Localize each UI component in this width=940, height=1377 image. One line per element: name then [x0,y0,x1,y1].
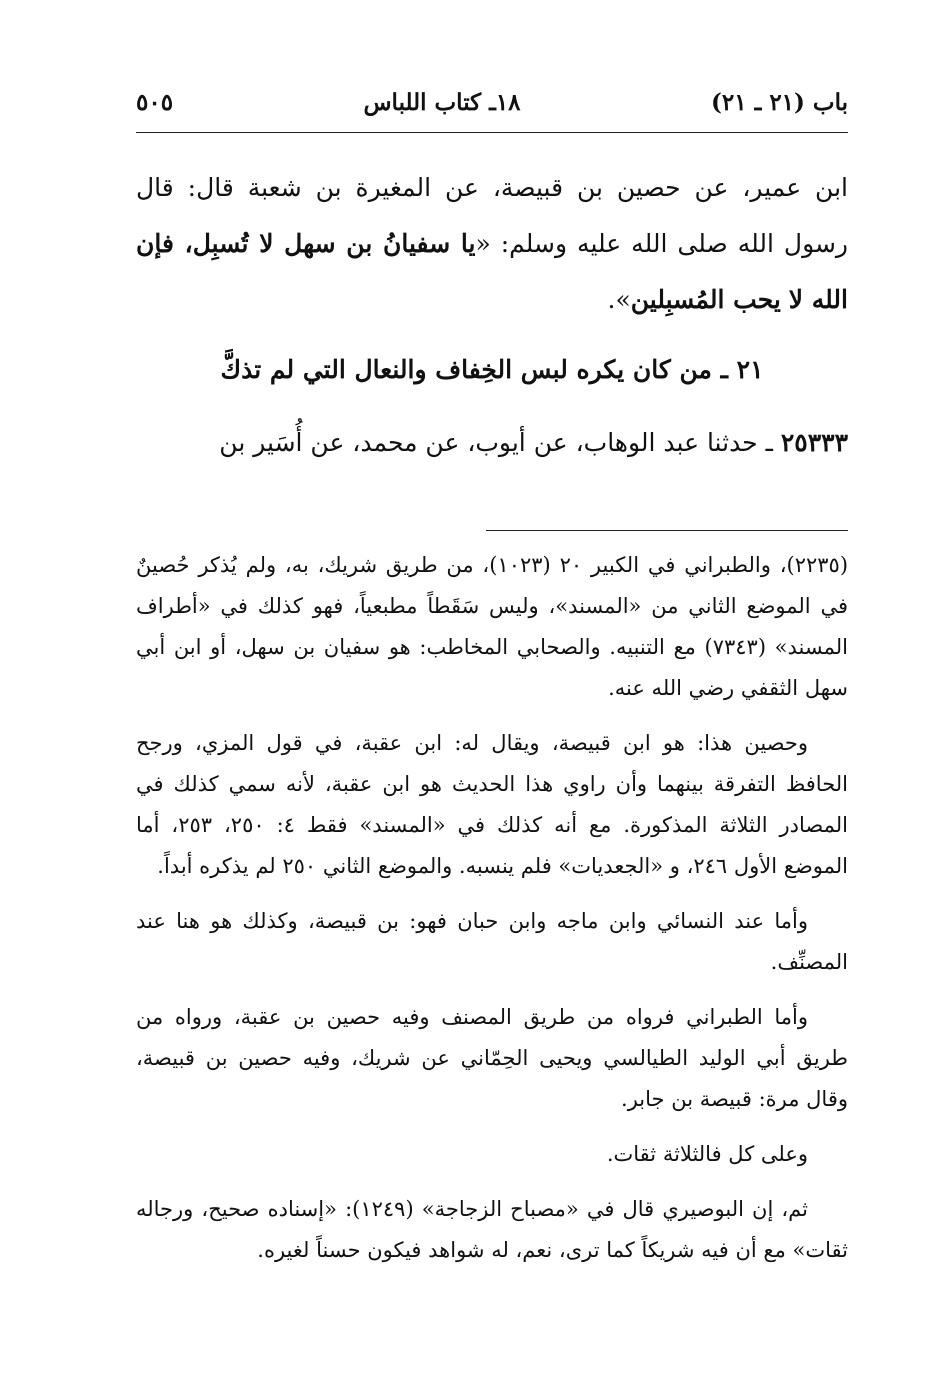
main-line-3-plain: ». [607,285,631,314]
page-header [136,82,848,122]
footnote-paragraph: وأما عند النسائي وابن ماجه وابن حبان فهو: بن قبيصة، وكذلك هو هنا عند المصنِّف. [136,909,848,974]
footnote-paragraph: ثم، إن البوصيري قال في «مصباح الزجاجة» (١٢٤٩): «إسناده صحيح، ورجاله ثقات» مع أن فيه شريكاً كما ترى، نعم، له شواهد فيكون حسناً لغيره. [136,1197,848,1262]
main-line-3-bold: يحب المُسبِلين [630,285,781,314]
hadith-entry [136,418,848,468]
footnotes [136,545,848,1285]
main-line-1: ابن عمير، عن حصين بن قبيصة، عن المغيرة بن شعبة قال: قال [136,173,848,202]
chapter-reference: باب (٢١ ـ ٢١) [710,88,848,116]
footnote-paragraph: وحصين هذا: هو ابن قبيصة، ويقال له: ابن عقبة، في قول المزي، ورجح الحافظ التفرقة بينهما وأن راوي هذا الحديث هو ابن عقبة، لأنه سمي كذلك في المصادر الثلاثة المذكورة. مع أنه كذلك في «المسند» فقط ٤: ٢٥٠، ٢٥٣، أما الموضع الأول ٢٤٦، و «الجعديات» فلم ينسبه. والموضع الثاني ٢٥٠ لم يذكره أبداً. [136,731,849,878]
hadith-text: ـ حدثنا عبد الوهاب، عن أيوب، عن محمد، عن أُسَير بن [219,428,781,457]
main-line-2-plain: رسول الله صلى الله عليه وسلم: « [475,229,849,258]
footnote-paragraph: (٢٢٣٥)، والطبراني في الكبير ٢٠ (١٠٢٣)، من طريق شريك، به، ولم يُذكر حُصينٌ في الموضع الثاني من «المسند»، وليس سَقَطاً مطبعياً، فهو كذلك في «أطراف المسند» (٧٣٤٣) مع التنبيه. والصحابي المخاطب: هو سفيان بن سهل، أو ابن أبي سهل الثقفي رضي الله عنه. [136,553,849,700]
section-title: ٢١ ـ من كان يكره لبس الخِفاف والنعال التي لم تذكَّ [220,355,764,384]
main-line-2-bold: يا سفيانُ بن سهل لا تُسبِل، فإن الله لا [136,229,848,314]
footnote-paragraph: وأما الطبراني فرواه من طريق المصنف وفيه حصين بن عقبة، ورواه من طريق أبي الوليد الطيالسي ويحيى الحِمّاني عن شريك، وفيه حصين بن قبيصة، وقال مرة: قبيصة بن جابر. [136,1005,848,1111]
hadith-number: ٢٥٣٣٣ [780,428,848,457]
main-text [136,160,848,328]
book-title: ١٨ـ كتاب اللباس [363,88,521,116]
page-number: ٥٠٥ [136,88,174,116]
footnote-divider [486,530,848,531]
header-divider [136,132,848,133]
footnote-paragraph: وعلى كل فالثلاثة ثقات. [606,1142,808,1166]
